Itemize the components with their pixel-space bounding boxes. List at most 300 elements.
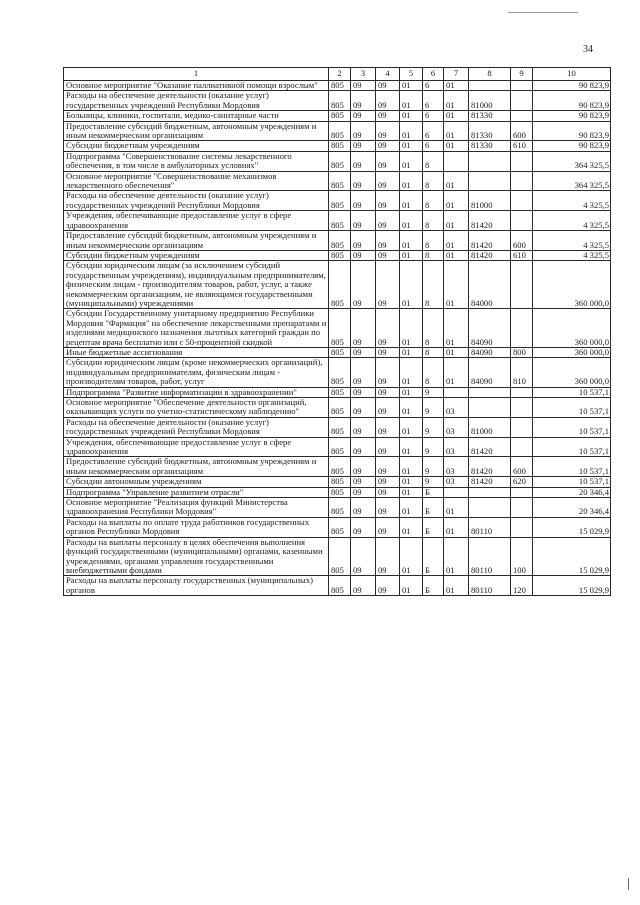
amount: 20 346,4 [533, 487, 611, 497]
event-code: 01 [444, 231, 469, 251]
expense-type-code: 600 [511, 121, 533, 141]
event-code [444, 387, 469, 397]
ministry-code: 805 [329, 487, 351, 497]
program-code: 01 [400, 537, 423, 576]
direction-code: 81000 [469, 417, 511, 437]
table-row [64, 171, 611, 191]
ministry-code: 805 [329, 387, 351, 397]
amount: 10 537,1 [533, 398, 611, 418]
direction-code: 81000 [469, 91, 511, 111]
program-code: 01 [400, 231, 423, 251]
event-code: 01 [444, 121, 469, 141]
table-row [64, 576, 611, 596]
row-description: Расходы на выплаты персоналу в целях обеспечения выполнения функций государственными (муниципальными) органами, казенными учреждениями, органами управления государственными внебюджетными фондами [64, 537, 329, 576]
subprogram-code: 8 [423, 171, 444, 191]
expense-type-code [511, 309, 533, 348]
amount: 15 029,9 [533, 537, 611, 576]
row-description: Расходы на выплаты по оплате труда работников государственных органов Республики Мордовия [64, 517, 329, 537]
subsection-code: 09 [376, 141, 400, 151]
column-header: 2 [329, 68, 351, 81]
event-code: 01 [444, 576, 469, 596]
expense-type-code: 800 [511, 347, 533, 357]
program-code: 01 [400, 487, 423, 497]
table-row [64, 151, 611, 171]
expense-type-code [511, 487, 533, 497]
event-code: 01 [444, 517, 469, 537]
amount: 15 029,9 [533, 576, 611, 596]
ministry-code: 805 [329, 91, 351, 111]
direction-code: 84090 [469, 358, 511, 387]
subsection-code: 09 [376, 498, 400, 518]
table-row [64, 121, 611, 141]
amount: 90 823,9 [533, 81, 611, 91]
subprogram-code: 9 [423, 398, 444, 418]
row-description: Предоставление субсидий бюджетным, автономным учреждениям и иным некоммерческим организациям [64, 457, 329, 477]
direction-code: 81420 [469, 231, 511, 251]
amount: 20 346,4 [533, 498, 611, 518]
subsection-code: 09 [376, 171, 400, 191]
row-description: Субсидии Государственному унитарному предприятию Республики Мордовия "Фармация" на обеспечение лекарственными препаратами и изделиями медицинского назначения льготных категорий граждан по рецептам врача бесплатно или с 50-процентной скидкой [64, 309, 329, 348]
row-description: Субсидии юридическим лицам (кроме некоммерческих организаций), индивидуальным предпринимателям, физическим лицам - производителям товаров, работ, услуг [64, 358, 329, 387]
expense-type-code: 810 [511, 358, 533, 387]
section-code: 09 [351, 457, 376, 477]
table-row [64, 91, 611, 111]
table-row [64, 437, 611, 457]
event-code: 01 [444, 191, 469, 211]
amount: 364 325,5 [533, 151, 611, 171]
row-description: Основное мероприятие "Совершенствование механизмов лекарственного обеспечения" [64, 171, 329, 191]
row-description: Субсидии автономным учреждениям [64, 477, 329, 487]
amount: 10 537,1 [533, 437, 611, 457]
direction-code: 81330 [469, 121, 511, 141]
program-code: 01 [400, 211, 423, 231]
amount: 15 029,9 [533, 517, 611, 537]
event-code: 01 [444, 537, 469, 576]
ministry-code: 805 [329, 171, 351, 191]
amount: 360 000,0 [533, 261, 611, 309]
program-code: 01 [400, 309, 423, 348]
subprogram-code: 8 [423, 250, 444, 260]
direction-code: 81000 [469, 191, 511, 211]
row-description: Предоставление субсидий бюджетным, автономным учреждениям и иным некоммерческим организациям [64, 121, 329, 141]
subprogram-code: Б [423, 576, 444, 596]
program-code: 01 [400, 437, 423, 457]
program-code: 01 [400, 498, 423, 518]
subsection-code: 09 [376, 576, 400, 596]
program-code: 01 [400, 358, 423, 387]
table-row [64, 111, 611, 121]
ministry-code: 805 [329, 211, 351, 231]
ministry-code: 805 [329, 250, 351, 260]
column-header: 5 [400, 68, 423, 81]
subsection-code: 09 [376, 191, 400, 211]
expense-type-code [511, 387, 533, 397]
table-row [64, 231, 611, 251]
subprogram-code: 8 [423, 231, 444, 251]
section-code: 09 [351, 417, 376, 437]
expense-type-code: 600 [511, 231, 533, 251]
direction-code [469, 151, 511, 171]
expense-type-code [511, 211, 533, 231]
expense-type-code [511, 437, 533, 457]
row-description: Подпрограмма "Управление развитием отрасли" [64, 487, 329, 497]
direction-code: 81420 [469, 437, 511, 457]
subsection-code: 09 [376, 91, 400, 111]
subsection-code: 09 [376, 231, 400, 251]
program-code: 01 [400, 91, 423, 111]
ministry-code: 805 [329, 231, 351, 251]
program-code: 01 [400, 517, 423, 537]
table-row [64, 358, 611, 387]
subprogram-code: 8 [423, 211, 444, 231]
table-row [64, 477, 611, 487]
section-code: 09 [351, 231, 376, 251]
subprogram-code: 8 [423, 347, 444, 357]
subprogram-code: Б [423, 498, 444, 518]
ministry-code: 805 [329, 81, 351, 91]
section-code: 09 [351, 121, 376, 141]
event-code: 01 [444, 141, 469, 151]
subsection-code: 09 [376, 211, 400, 231]
amount: 90 823,9 [533, 111, 611, 121]
event-code: 03 [444, 457, 469, 477]
section-code: 09 [351, 517, 376, 537]
subprogram-code: 6 [423, 111, 444, 121]
section-code: 09 [351, 487, 376, 497]
subsection-code: 09 [376, 487, 400, 497]
column-header: 4 [376, 68, 400, 81]
row-description: Расходы на обеспечение деятельности (оказание услуг) государственных учреждений Республики Мордовия [64, 417, 329, 437]
table-row [64, 191, 611, 211]
direction-code [469, 81, 511, 91]
event-code [444, 487, 469, 497]
expense-type-code [511, 398, 533, 418]
amount: 10 537,1 [533, 387, 611, 397]
event-code: 01 [444, 358, 469, 387]
expense-type-code: 620 [511, 477, 533, 487]
table-row [64, 517, 611, 537]
subsection-code: 09 [376, 398, 400, 418]
program-code: 01 [400, 141, 423, 151]
subsection-code: 09 [376, 81, 400, 91]
subsection-code: 09 [376, 517, 400, 537]
direction-code: 81330 [469, 141, 511, 151]
program-code: 01 [400, 171, 423, 191]
program-code: 01 [400, 121, 423, 141]
expense-type-code [511, 417, 533, 437]
ministry-code: 805 [329, 417, 351, 437]
subsection-code: 09 [376, 358, 400, 387]
amount: 4 325,5 [533, 211, 611, 231]
subsection-code: 09 [376, 347, 400, 357]
row-description: Расходы на обеспечение деятельности (оказание услуг) государственных учреждений Республики Мордовия [64, 191, 329, 211]
ministry-code: 805 [329, 498, 351, 518]
event-code: 01 [444, 171, 469, 191]
program-code: 01 [400, 191, 423, 211]
row-description: Подпрограмма "Развитие информатизации в здравоохранении" [64, 387, 329, 397]
ministry-code: 805 [329, 576, 351, 596]
subsection-code: 09 [376, 111, 400, 121]
program-code: 01 [400, 576, 423, 596]
table-row [64, 537, 611, 576]
subprogram-code: 8 [423, 261, 444, 309]
row-description: Учреждения, обеспечивающие предоставление услуг в сфере здравоохранения [64, 211, 329, 231]
subprogram-code: 9 [423, 437, 444, 457]
section-code: 09 [351, 191, 376, 211]
ministry-code: 805 [329, 537, 351, 576]
subprogram-code: 9 [423, 417, 444, 437]
ministry-code: 805 [329, 191, 351, 211]
subprogram-code: 6 [423, 91, 444, 111]
table-row [64, 141, 611, 151]
amount: 360 000,0 [533, 309, 611, 348]
event-code: 01 [444, 250, 469, 260]
section-code: 09 [351, 211, 376, 231]
event-code: 01 [444, 81, 469, 91]
event-code: 01 [444, 309, 469, 348]
expense-type-code [511, 261, 533, 309]
subprogram-code: 9 [423, 477, 444, 487]
ministry-code: 805 [329, 111, 351, 121]
row-description: Предоставление субсидий бюджетным, автономным учреждениям и иным некоммерческим организациям [64, 231, 329, 251]
row-description: Основное мероприятие "Обеспечение деятельности организаций, оказывающих услуги по учетно-статистическому наблюдению" [64, 398, 329, 418]
scan-artifact-mark [628, 878, 629, 890]
amount: 10 537,1 [533, 417, 611, 437]
expense-type-code: 100 [511, 537, 533, 576]
ministry-code: 805 [329, 477, 351, 487]
subprogram-code: 8 [423, 309, 444, 348]
subsection-code: 09 [376, 417, 400, 437]
direction-code: 81420 [469, 250, 511, 260]
table-row [64, 81, 611, 91]
row-description: Учреждения, обеспечивающие предоставление услуг в сфере здравоохранения [64, 437, 329, 457]
amount: 364 325,5 [533, 171, 611, 191]
subsection-code: 09 [376, 309, 400, 348]
event-code: 01 [444, 211, 469, 231]
section-code: 09 [351, 498, 376, 518]
ministry-code: 805 [329, 398, 351, 418]
ministry-code: 805 [329, 261, 351, 309]
page-number: 34 [583, 44, 593, 55]
program-code: 01 [400, 261, 423, 309]
table-row [64, 261, 611, 309]
amount: 90 823,9 [533, 91, 611, 111]
event-code: 01 [444, 91, 469, 111]
section-code: 09 [351, 81, 376, 91]
amount: 10 537,1 [533, 457, 611, 477]
expense-type-code [511, 151, 533, 171]
subprogram-code: 6 [423, 81, 444, 91]
subprogram-code: Б [423, 537, 444, 576]
subprogram-code: 8 [423, 191, 444, 211]
amount: 4 325,5 [533, 250, 611, 260]
amount: 90 823,9 [533, 121, 611, 141]
row-description: Расходы на выплаты персоналу государственных (муниципальных) органов [64, 576, 329, 596]
table-row [64, 250, 611, 260]
subprogram-code: 8 [423, 358, 444, 387]
direction-code [469, 487, 511, 497]
direction-code: 81420 [469, 477, 511, 487]
subprogram-code: 6 [423, 141, 444, 151]
direction-code: 81420 [469, 211, 511, 231]
row-description: Субсидии бюджетным учреждениям [64, 250, 329, 260]
column-header: 1 [64, 68, 329, 81]
table-row [64, 347, 611, 357]
table-row [64, 487, 611, 497]
event-code: 03 [444, 477, 469, 487]
row-description: Основное мероприятие "Оказание паллиативной помощи взрослым" [64, 81, 329, 91]
expense-type-code: 610 [511, 141, 533, 151]
subprogram-code: 9 [423, 457, 444, 477]
subsection-code: 09 [376, 477, 400, 487]
column-header: 9 [511, 68, 533, 81]
subsection-code: 09 [376, 151, 400, 171]
section-code: 09 [351, 347, 376, 357]
ministry-code: 805 [329, 358, 351, 387]
subprogram-code: 6 [423, 121, 444, 141]
section-code: 09 [351, 398, 376, 418]
table-row [64, 417, 611, 437]
subprogram-code: 8 [423, 151, 444, 171]
expense-type-code [511, 171, 533, 191]
direction-code: 84090 [469, 347, 511, 357]
column-header: 8 [469, 68, 511, 81]
subprogram-code: Б [423, 487, 444, 497]
program-code: 01 [400, 398, 423, 418]
amount: 4 325,5 [533, 231, 611, 251]
expense-type-code [511, 111, 533, 121]
row-description: Субсидии юридическим лицам (за исключением субсидий государственным учреждениям), индивидуальным предпринимателям, физическим лицам - производителям товаров, работ, услуг, а также некоммерческим организациям, не являющимся государственными (муниципальными) учреждениями [64, 261, 329, 309]
section-code: 09 [351, 576, 376, 596]
expense-type-code [511, 81, 533, 91]
column-header: 7 [444, 68, 469, 81]
section-code: 09 [351, 171, 376, 191]
amount: 10 537,1 [533, 477, 611, 487]
section-code: 09 [351, 477, 376, 487]
section-code: 09 [351, 111, 376, 121]
program-code: 01 [400, 387, 423, 397]
direction-code: 84090 [469, 309, 511, 348]
row-description: Основное мероприятие "Реализация функций Министерства здравоохранения Республики Мордовия" [64, 498, 329, 518]
direction-code: 80110 [469, 517, 511, 537]
direction-code [469, 498, 511, 518]
direction-code [469, 171, 511, 191]
row-description: Подпрограмма "Совершенствование системы лекарственного обеспечения, в том числе в амбулаторных условиях" [64, 151, 329, 171]
section-code: 09 [351, 91, 376, 111]
table-row [64, 387, 611, 397]
expense-type-code: 120 [511, 576, 533, 596]
table-row [64, 498, 611, 518]
column-header: 3 [351, 68, 376, 81]
section-code: 09 [351, 261, 376, 309]
subprogram-code: Б [423, 517, 444, 537]
direction-code [469, 387, 511, 397]
subprogram-code: 9 [423, 387, 444, 397]
table-row [64, 457, 611, 477]
ministry-code: 805 [329, 141, 351, 151]
ministry-code: 805 [329, 309, 351, 348]
ministry-code: 805 [329, 151, 351, 171]
program-code: 01 [400, 417, 423, 437]
section-code: 09 [351, 141, 376, 151]
program-code: 01 [400, 111, 423, 121]
event-code: 01 [444, 261, 469, 309]
amount: 90 823,9 [533, 141, 611, 151]
event-code: 01 [444, 347, 469, 357]
program-code: 01 [400, 347, 423, 357]
expense-type-code: 610 [511, 250, 533, 260]
event-code: 03 [444, 437, 469, 457]
program-code: 01 [400, 151, 423, 171]
table-row [64, 211, 611, 231]
direction-code: 81420 [469, 457, 511, 477]
section-code: 09 [351, 387, 376, 397]
program-code: 01 [400, 81, 423, 91]
scan-artifact-line [508, 12, 578, 13]
event-code: 01 [444, 498, 469, 518]
event-code: 01 [444, 111, 469, 121]
budget-table [63, 67, 611, 596]
row-description: Субсидии бюджетным учреждениям [64, 141, 329, 151]
column-header: 10 [533, 68, 611, 81]
expense-type-code [511, 191, 533, 211]
section-code: 09 [351, 437, 376, 457]
program-code: 01 [400, 457, 423, 477]
expense-type-code [511, 498, 533, 518]
direction-code [469, 398, 511, 418]
table-row [64, 398, 611, 418]
subsection-code: 09 [376, 261, 400, 309]
subsection-code: 09 [376, 537, 400, 576]
program-code: 01 [400, 477, 423, 487]
event-code: 03 [444, 417, 469, 437]
row-description: Иные бюджетные ассигнования [64, 347, 329, 357]
direction-code: 81330 [469, 111, 511, 121]
expense-type-code [511, 517, 533, 537]
header-row [64, 68, 611, 81]
section-code: 09 [351, 358, 376, 387]
ministry-code: 805 [329, 457, 351, 477]
subsection-code: 09 [376, 121, 400, 141]
program-code: 01 [400, 250, 423, 260]
ministry-code: 805 [329, 347, 351, 357]
direction-code: 80110 [469, 576, 511, 596]
expense-type-code [511, 91, 533, 111]
subsection-code: 09 [376, 250, 400, 260]
amount: 360 000,0 [533, 347, 611, 357]
row-description: Расходы на обеспечение деятельности (оказание услуг) государственных учреждений Республики Мордовия [64, 91, 329, 111]
ministry-code: 805 [329, 517, 351, 537]
amount: 4 325,5 [533, 191, 611, 211]
section-code: 09 [351, 250, 376, 260]
subsection-code: 09 [376, 437, 400, 457]
direction-code: 80110 [469, 537, 511, 576]
event-code [444, 151, 469, 171]
ministry-code: 805 [329, 437, 351, 457]
expense-type-code: 600 [511, 457, 533, 477]
amount: 360 000,0 [533, 358, 611, 387]
ministry-code: 805 [329, 121, 351, 141]
direction-code: 84000 [469, 261, 511, 309]
row-description: Больницы, клиники, госпитали, медико-санитарные части [64, 111, 329, 121]
section-code: 09 [351, 151, 376, 171]
subsection-code: 09 [376, 457, 400, 477]
table-row [64, 309, 611, 348]
column-header: 6 [423, 68, 444, 81]
event-code: 03 [444, 398, 469, 418]
subsection-code: 09 [376, 387, 400, 397]
section-code: 09 [351, 537, 376, 576]
